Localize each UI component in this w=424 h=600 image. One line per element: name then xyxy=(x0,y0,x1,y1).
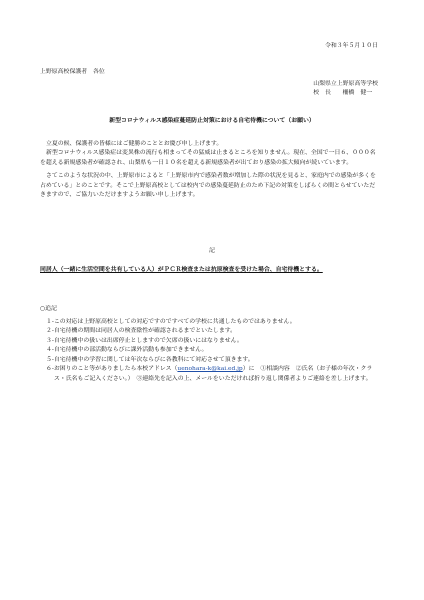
contact-text-before: ６-お困りのこと等がありましたら本校アドレス（ xyxy=(46,366,178,373)
body-paragraph-greeting: 立夏の候、保護者の皆様にはご健勝のこととお慶び申し上げます。 xyxy=(46,141,223,147)
body-paragraph-request: さてこのような状況の中、上野原市によると「上野原市内で感染者数が増加した際の状況を見ると、家庭内での感染が多くを占めている」とのことです。そこで上野原高校としては校内での感染蔓延防止のため下記の対策をしばらくの間とらせていただきますので、ご協力いただけますようお願い申し上げます。 xyxy=(40,173,376,199)
body-paragraph-situation: 新型コロナウィルス感染症は変異株の流行も相まってその猛威は止まるところを知りません。現在、全国で一日６、０００名を超える新規感染者が確認され、山梨県も一日１０名を超える新規感染者が出ており感染の拡大傾向が続いています。 xyxy=(40,150,376,166)
sender-block xyxy=(313,80,378,99)
sender-school: 山梨県立上野原高等学校 xyxy=(313,81,378,87)
ki-heading: 記 xyxy=(209,248,215,254)
school-email-link[interactable]: uenohara-k@kai.ed.jp xyxy=(177,366,243,373)
list-item: ５-自宅待機中の学習に関しては年次ならびに各教科にて対応させて頂きます。 xyxy=(46,356,254,363)
body-text xyxy=(40,140,380,201)
notice-statement: 同居人（一緒に生活空間を共有している人）がＰＣＲ検査または抗原検査を受けた場合、自宅待機とする。 xyxy=(40,266,323,273)
recipient-line: 上野原高校保護者 各位 xyxy=(40,69,105,75)
addendum-list xyxy=(46,318,382,384)
list-item: ３-自宅待機中の扱いは出席停止としますので欠席の扱いにはなりません。 xyxy=(46,337,243,344)
list-item: ４-自宅待機中の部活動ならびに課外活動も参加できません。 xyxy=(46,347,208,354)
list-item: １-この対応は上野原高校としての対応ですのですべての学校に共通したものではありません。 xyxy=(46,319,296,325)
addendum-label: ○追記 xyxy=(40,306,57,312)
list-item: ２-自宅待機の期間は同居人の検査陰性が確認されるまでといたします。 xyxy=(46,328,237,335)
sender-principal: 校 長 柵橋 健一 xyxy=(313,90,373,97)
document-date: 令和３年５月１０日 xyxy=(324,43,378,49)
document-title: 新型コロナウィルス感染症蔓延防止対策における自宅待機について（お願い） xyxy=(109,117,315,124)
contact-text-after: ）に ①相談内容 ②氏名（お子様の年次・クラス・氏名もご記入ください。） ③連絡先を記入の上、メールをいただければ折り返し関係者よりご連絡を差し上げます。 xyxy=(54,366,373,382)
list-item-contact xyxy=(46,365,382,384)
